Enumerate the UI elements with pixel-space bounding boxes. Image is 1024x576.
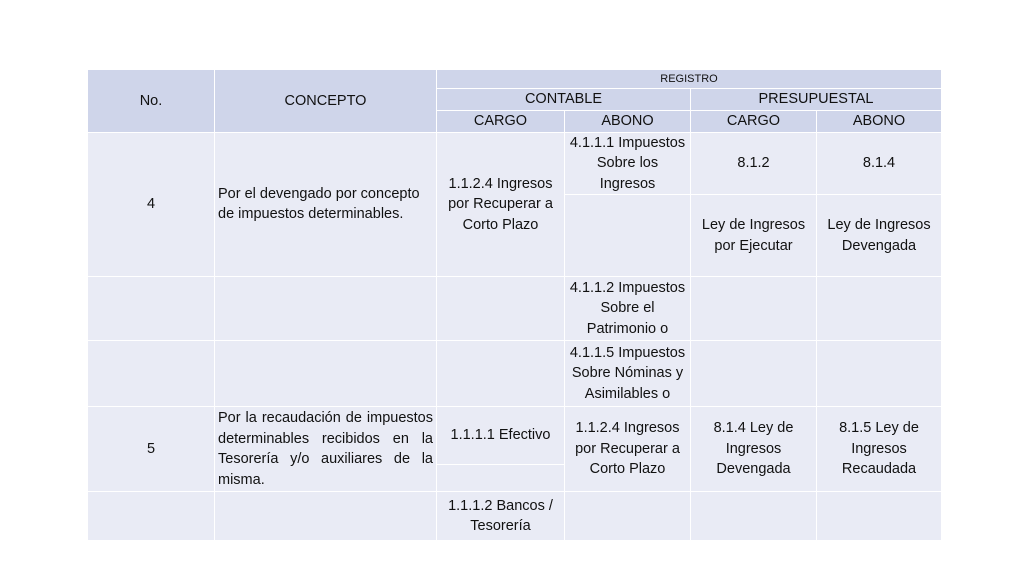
- table-row: [88, 132, 942, 195]
- header-registro: REGISTRO: [437, 70, 942, 89]
- table-row: [88, 341, 942, 407]
- table-row: [88, 492, 942, 541]
- row5-abono-presupuestal: 8.1.5 Ley de Ingresos Recaudada: [817, 407, 942, 492]
- empty-cell: [215, 492, 437, 541]
- registro-table: [87, 69, 942, 541]
- header-abono-presupuestal: ABONO: [817, 110, 942, 132]
- empty-cell: [88, 277, 215, 341]
- empty-cell: [691, 277, 817, 341]
- empty-cell: [437, 341, 565, 407]
- row5b-cargo-contable: 1.1.1.2 Bancos / Tesorería: [437, 492, 565, 541]
- row4-abono-presupuestal: 8.1.4: [817, 132, 942, 195]
- row4-concepto: Por el devengado por concepto de impuestos determinables.: [215, 132, 437, 277]
- row4-abono-contable: 4.1.1.1 Impuestos Sobre los Ingresos: [565, 132, 691, 195]
- header-presupuestal: PRESUPUESTAL: [691, 89, 942, 111]
- header-abono-contable: ABONO: [565, 110, 691, 132]
- empty-cell: [565, 492, 691, 541]
- row4-abono-presupuestal-2: Ley de Ingresos Devengada: [817, 195, 942, 277]
- row4-cargo-presupuestal: 8.1.2: [691, 132, 817, 195]
- row5-no: 5: [88, 407, 215, 492]
- header-concepto: CONCEPTO: [215, 70, 437, 133]
- empty-cell: [88, 341, 215, 407]
- empty-cell: [691, 492, 817, 541]
- row4-cargo-presupuestal-2: Ley de Ingresos por Ejecutar: [691, 195, 817, 277]
- row4b-abono-contable: 4.1.1.2 Impuestos Sobre el Patrimonio o: [565, 277, 691, 341]
- empty-cell: [215, 341, 437, 407]
- row4-no: 4: [88, 132, 215, 277]
- header-cargo-contable: CARGO: [437, 110, 565, 132]
- header-contable: CONTABLE: [437, 89, 691, 111]
- header-no: No.: [88, 70, 215, 133]
- empty-cell: [88, 492, 215, 541]
- table-row: [88, 277, 942, 341]
- row5-cargo-contable: 1.1.1.1 Efectivo: [437, 407, 565, 465]
- row5-cargo-presupuestal: 8.1.4 Ley de Ingresos Devengada: [691, 407, 817, 492]
- row5-abono-contable: 1.1.2.4 Ingresos por Recuperar a Corto Plazo: [565, 407, 691, 492]
- header-row-registro: [88, 70, 942, 89]
- header-cargo-presupuestal: CARGO: [691, 110, 817, 132]
- empty-cell: [437, 465, 565, 492]
- empty-cell: [817, 492, 942, 541]
- row4-abono-contable-empty: [565, 195, 691, 277]
- empty-cell: [691, 341, 817, 407]
- empty-cell: [817, 277, 942, 341]
- empty-cell: [817, 341, 942, 407]
- table-row: [88, 407, 942, 465]
- row4-cargo-contable: 1.1.2.4 Ingresos por Recuperar a Corto Plazo: [437, 132, 565, 277]
- empty-cell: [215, 277, 437, 341]
- empty-cell: [437, 277, 565, 341]
- row5-concepto: Por la recaudación de impuestos determinables recibidos en la Tesorería y/o auxiliares de la misma.: [215, 407, 437, 492]
- row4c-abono-contable: 4.1.1.5 Impuestos Sobre Nóminas y Asimilables o: [565, 341, 691, 407]
